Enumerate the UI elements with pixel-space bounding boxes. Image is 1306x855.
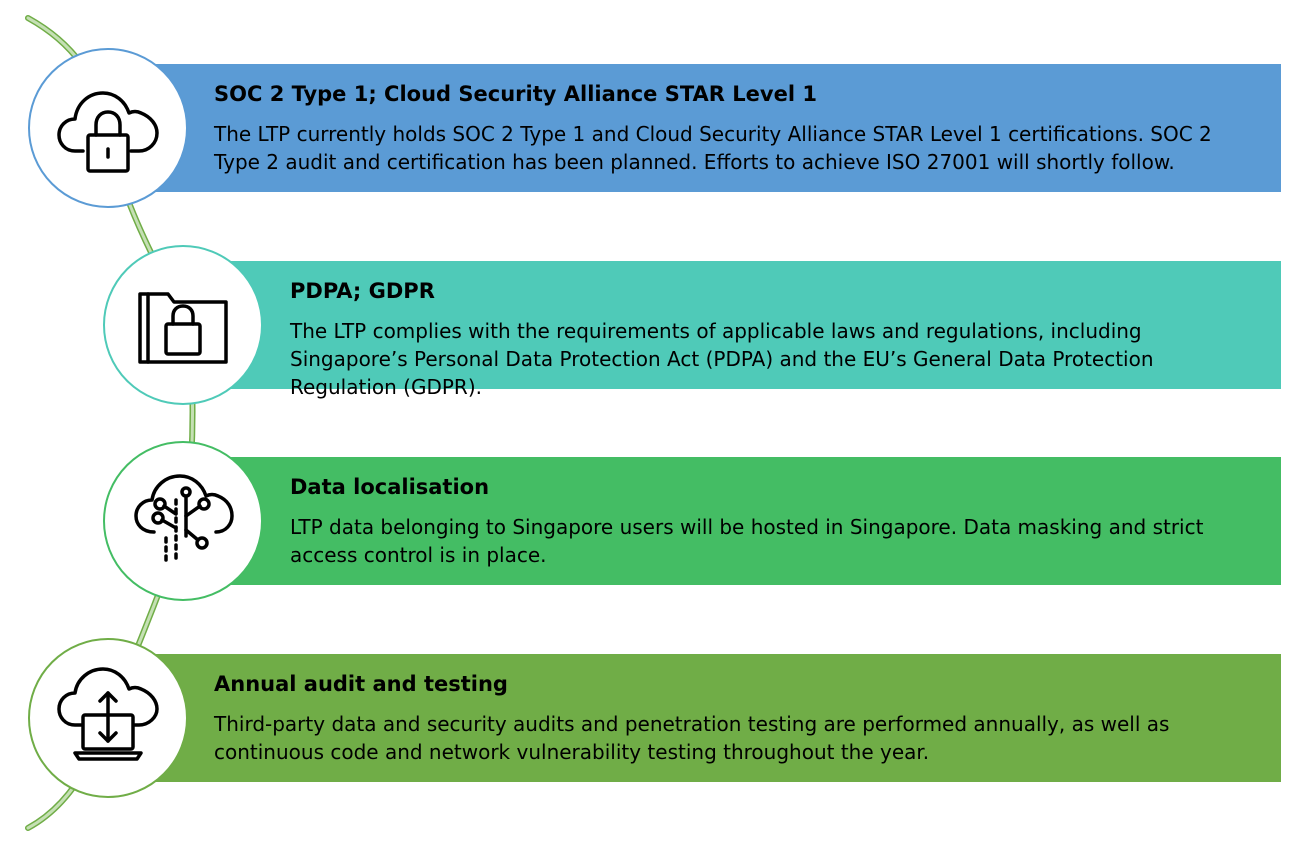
item-icon-circle [103,441,263,601]
item-band-data-localisation [226,457,1281,585]
cloud-lock-icon [53,73,163,183]
item-icon-circle [28,48,188,208]
cloud-laptop-upload-icon [53,663,163,773]
item-description: Third-party data and security audits and penetration testing are performed annually, as well as continuous code and network vulnerability testing throughout the year. [214,712,1170,764]
item-icon-circle [103,245,263,405]
item-description: The LTP complies with the requirements of applicable laws and regulations, including Singapore’s Personal Data Protection Act (PDPA) and the EU’s General Data Protection Regulation (GDPR). [290,319,1154,399]
item-title: SOC 2 Type 1; Cloud Security Alliance STAR Level 1 [214,82,817,106]
item-description: LTP data belonging to Singapore users will be hosted in Singapore. Data masking and strict access control is in place. [290,515,1204,567]
item-description: The LTP currently holds SOC 2 Type 1 and Cloud Security Alliance STAR Level 1 certifications. SOC 2 Type 2 audit and certification has been planned. Efforts to achieve ISO 27001 will shortly follow. [214,122,1212,174]
item-title: Annual audit and testing [214,672,508,696]
item-title: PDPA; GDPR [290,279,435,303]
item-icon-circle [28,638,188,798]
cloud-circuit-icon [128,466,238,576]
item-band-pdpa-gdpr [226,261,1281,399]
item-band-soc2 [150,64,1281,192]
item-title: Data localisation [290,475,490,499]
item-band-annual-audit [150,654,1281,782]
folder-lock-icon [128,270,238,380]
